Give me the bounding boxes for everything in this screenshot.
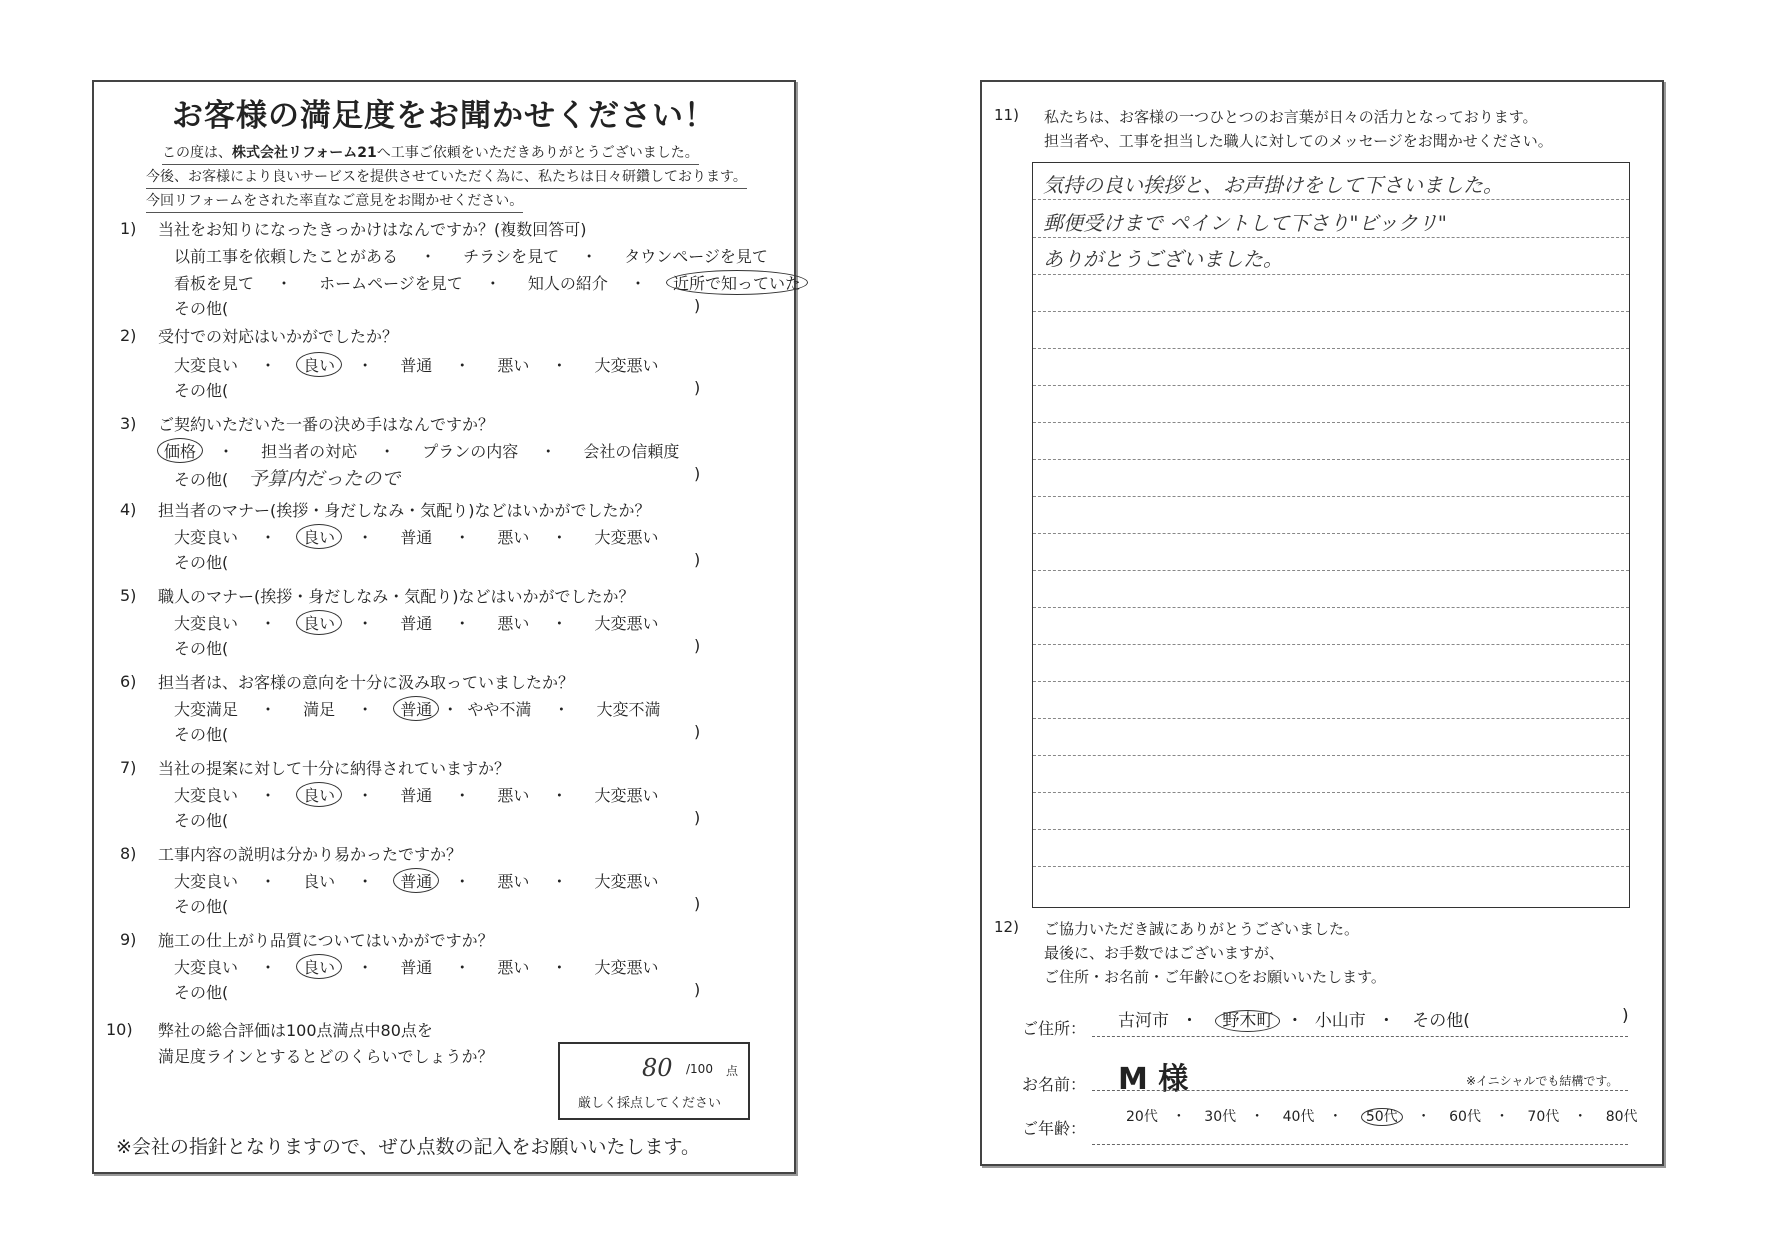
option[interactable]: 悪い: [497, 528, 530, 547]
option-circled[interactable]: 普通: [393, 696, 439, 721]
paren: ): [694, 894, 701, 913]
paren: ): [694, 378, 701, 397]
question-text: 当社をお知りになったきっかけはなんですか？(複数回答可): [158, 220, 587, 239]
other-label: その他(: [174, 725, 229, 744]
age-option[interactable]: 40代: [1282, 1109, 1315, 1125]
question-number: 8): [120, 844, 137, 863]
q8-other: [174, 894, 701, 917]
question-number: 9): [120, 930, 137, 949]
option[interactable]: 普通: [400, 528, 433, 547]
q5-other: [174, 636, 701, 659]
question-number: 1): [120, 219, 137, 238]
age-options: 20代 ・ 30代 ・ 40代 ・ 50代 ・ 60代 ・ 70代 ・ 80代: [1126, 1109, 1638, 1125]
paren: ): [694, 636, 701, 655]
q1-other: [174, 296, 701, 319]
option[interactable]: 大変良い: [174, 356, 239, 375]
option[interactable]: 悪い: [497, 614, 530, 633]
question-text: 施工の仕上がり品質についてはいかがですか？: [158, 931, 494, 950]
option[interactable]: 以前工事を依頼したことがある: [174, 247, 399, 266]
q5-options: 大変良い ・ 良い ・ 普通 ・ 悪い ・ 大変悪い: [174, 610, 659, 635]
age-option[interactable]: 80代: [1605, 1109, 1638, 1125]
option[interactable]: ホームページを見て: [319, 274, 463, 293]
option[interactable]: 担当者の対応: [261, 442, 358, 461]
q6-other: [174, 722, 701, 745]
ruled-line: [1033, 607, 1629, 608]
q3-other: [174, 464, 701, 491]
question-number: 3): [120, 414, 137, 433]
option-circled[interactable]: 良い: [296, 954, 342, 979]
ruled-line: [1033, 681, 1629, 682]
option-circled[interactable]: 良い: [296, 610, 342, 635]
age-option[interactable]: 30代: [1204, 1109, 1237, 1125]
message-box[interactable]: [1032, 162, 1630, 908]
option[interactable]: やや不満: [467, 700, 532, 719]
name-note: ※イニシャルでも結構です。: [1466, 1074, 1619, 1088]
score-unit: 点: [726, 1064, 739, 1078]
address-options: 古河市 ・ 野木町 ・ 小山市 ・ その他(: [1118, 1011, 1470, 1031]
name-line: [1092, 1090, 1628, 1091]
address-option-circled[interactable]: 野木町: [1215, 1010, 1280, 1032]
message-line: 気持の良い挨拶と、お声掛けをして下さいました。: [1043, 173, 1503, 197]
ruled-line: [1033, 755, 1629, 756]
paren: ): [694, 296, 701, 315]
ruled-line: [1033, 644, 1629, 645]
question-number: 4): [120, 500, 137, 519]
ruled-line: [1033, 199, 1629, 200]
question-text: 受付での対応はいかがでしたか？: [158, 327, 399, 346]
intro-line-3: 今回リフォームをされた率直なご意見をお聞かせください。: [146, 190, 523, 213]
option[interactable]: 看板を見て: [174, 274, 255, 293]
other-label: その他(: [174, 811, 229, 830]
ruled-line: [1033, 459, 1629, 460]
question-text: 担当者のマナー(挨拶・身だしなみ・気配り)などはいかがでしたか？: [158, 501, 651, 520]
other-label: その他(: [174, 299, 229, 318]
option[interactable]: 大変満足: [174, 700, 239, 719]
option[interactable]: 普通: [400, 786, 433, 805]
question-text: 担当者は、お客様の意向を十分に汲み取っていましたか？: [158, 673, 575, 692]
option-circled[interactable]: 普通: [393, 868, 439, 893]
option[interactable]: 大変悪い: [594, 528, 659, 547]
q8-options: 大変良い ・ 良い ・ 普通 ・ 悪い ・ 大変悪い: [174, 868, 659, 893]
option[interactable]: 大変良い: [174, 872, 239, 891]
address-line: [1092, 1036, 1628, 1037]
q11-text-2: 担当者や、工事を担当した職人に対してのメッセージをお聞かせください。: [1044, 132, 1553, 150]
option[interactable]: 悪い: [497, 356, 530, 375]
message-line: ありがとうございました。: [1043, 247, 1283, 271]
option[interactable]: 大変悪い: [594, 356, 659, 375]
option[interactable]: 大変悪い: [594, 786, 659, 805]
ruled-line: [1033, 533, 1629, 534]
q3-options: 価格 ・ 担当者の対応 ・ プランの内容 ・ 会社の信頼度: [164, 438, 679, 463]
ruled-line: [1033, 866, 1629, 867]
survey-page-left: [92, 80, 802, 1174]
option[interactable]: 大変良い: [174, 614, 239, 633]
option-circled[interactable]: 良い: [296, 782, 342, 807]
q12-text-3: ご住所・お名前・ご年齢に○をお願いいたします。: [1044, 968, 1386, 986]
intro-line-2: 今後、お客様により良いサービスを提供させていただく為に、私たちは日々研鑽しております。: [146, 166, 747, 189]
option[interactable]: 悪い: [497, 872, 530, 891]
option[interactable]: 大変良い: [174, 786, 239, 805]
question-number: 7): [120, 758, 137, 777]
footnote: ※会社の指針となりますので、ぜひ点数の記入をお願いいたします。: [116, 1136, 701, 1158]
question-text: 弊社の総合評価は100点満点中80点を: [158, 1021, 433, 1040]
option[interactable]: 大変良い: [174, 528, 239, 547]
q1-options-row-1: 以前工事を依頼したことがある ・ チラシを見て ・ タウンページを見て: [174, 244, 768, 267]
q1-options-row-2: 看板を見て ・ ホームページを見て ・ 知人の紹介 ・ 近所で知っていた: [174, 270, 801, 295]
other-label: その他(: [174, 897, 229, 916]
company-name: 株式会社リフォーム21: [232, 145, 377, 161]
q12-text-1: ご協力いただき誠にありがとうございました。: [1044, 920, 1360, 938]
question-text: 満足度ラインとするとどのくらいでしょうか？: [158, 1047, 494, 1066]
question-text: 当社の提案に対して十分に納得されていますか？: [158, 759, 511, 778]
q9-options: 大変良い ・ 良い ・ 普通 ・ 悪い ・ 大変悪い: [174, 954, 659, 979]
age-label: ご年齢：: [1022, 1119, 1087, 1138]
name-label: お名前：: [1022, 1075, 1087, 1094]
q6-options: 大変満足 ・ 満足 ・ 普通 ・ やや不満 ・ 大変不満: [174, 696, 661, 721]
age-option[interactable]: 60代: [1449, 1109, 1481, 1125]
option[interactable]: 悪い: [497, 958, 530, 977]
address-option[interactable]: 小山市: [1314, 1011, 1366, 1031]
ruled-line: [1033, 496, 1629, 497]
q12-number: 12): [994, 918, 1019, 936]
option[interactable]: チラシを見て: [463, 247, 560, 266]
q4-other: [174, 550, 701, 573]
paren: ): [694, 550, 701, 569]
question-number: 2): [120, 326, 137, 345]
paren: ): [694, 722, 701, 741]
ruled-line: [1033, 718, 1629, 719]
intro-line-1: [162, 142, 699, 165]
question-text: 職人のマナー(挨拶・身だしなみ・気配り)などはいかがでしたか？: [158, 587, 635, 606]
message-line: 郵便受けまで ペイントして下さり"ビックリ": [1043, 211, 1447, 235]
option-circled[interactable]: 近所で知っていた: [666, 270, 808, 295]
option[interactable]: プランの内容: [422, 442, 519, 461]
ruled-line: [1033, 829, 1629, 830]
option-circled[interactable]: 良い: [296, 352, 342, 377]
option[interactable]: 悪い: [497, 786, 530, 805]
option-circled[interactable]: 良い: [296, 524, 342, 549]
option[interactable]: 大変良い: [174, 958, 239, 977]
ruled-line: [1033, 792, 1629, 793]
option[interactable]: 普通: [400, 958, 433, 977]
other-label: その他(: [174, 983, 229, 1002]
option[interactable]: 会社の信頼度: [583, 442, 680, 461]
intro-text: へ工事ご依頼をいただきありがとうございました。: [376, 145, 699, 161]
q7-options: 大変良い ・ 良い ・ 普通 ・ 悪い ・ 大変悪い: [174, 782, 659, 807]
paren: ): [694, 808, 701, 827]
option[interactable]: 普通: [400, 614, 433, 633]
option[interactable]: 知人の紹介: [527, 274, 608, 293]
ruled-line: [1033, 422, 1629, 423]
option[interactable]: 大変悪い: [594, 872, 659, 891]
question-text: ご契約いただいた一番の決め手はなんですか？: [158, 415, 495, 434]
option[interactable]: タウンページを見て: [624, 247, 768, 266]
score-value: 80: [642, 1054, 673, 1082]
option[interactable]: 良い: [303, 872, 336, 891]
q9-other: [174, 980, 701, 1003]
other-label: その他(: [174, 639, 229, 658]
question-text: 工事内容の説明は分かり易かったですか？: [158, 845, 463, 864]
option[interactable]: 大変不満: [596, 700, 661, 719]
other-label: その他(: [174, 381, 229, 400]
survey-page-right: [980, 80, 1664, 1166]
q11-number: 11): [994, 106, 1019, 124]
question-number: 5): [120, 586, 137, 605]
other-label: その他(: [174, 470, 229, 489]
ruled-line: [1033, 348, 1629, 349]
q2-options: 大変良い ・ 良い ・ 普通 ・ 悪い ・ 大変悪い: [174, 352, 659, 377]
paren: ): [694, 980, 701, 999]
address-label: ご住所：: [1022, 1019, 1087, 1038]
address-option-other[interactable]: その他(: [1412, 1011, 1470, 1031]
question-number: 10): [106, 1020, 133, 1039]
age-line: [1092, 1144, 1628, 1145]
question-number: 6): [120, 672, 137, 691]
option[interactable]: 普通: [400, 356, 433, 375]
score-max: /100: [686, 1062, 713, 1076]
q7-other: [174, 808, 701, 831]
survey-title: お客様の満足度をお聞かせください！: [172, 98, 716, 134]
score-box[interactable]: [558, 1042, 750, 1120]
address-close-paren: ): [1622, 1006, 1629, 1026]
ruled-line: [1033, 385, 1629, 386]
ruled-line: [1033, 237, 1629, 238]
other-label: その他(: [174, 553, 229, 572]
ruled-line: [1033, 311, 1629, 312]
option[interactable]: 大変悪い: [594, 614, 659, 633]
ruled-line: [1033, 274, 1629, 275]
name-value[interactable]: M 様: [1118, 1062, 1189, 1097]
option[interactable]: 大変悪い: [594, 958, 659, 977]
score-box-note: 厳しく採点してください: [578, 1096, 722, 1111]
age-option[interactable]: 70代: [1527, 1109, 1560, 1125]
paren: ): [694, 464, 701, 483]
handwritten-answer: 予算内だったので: [248, 468, 401, 490]
option-circled[interactable]: 価格: [157, 438, 203, 463]
intro-text: この度は、: [162, 145, 232, 161]
q2-other: [174, 378, 701, 401]
age-option[interactable]: 20代: [1126, 1109, 1158, 1125]
option[interactable]: 満足: [303, 700, 336, 719]
q4-options: 大変良い ・ 良い ・ 普通 ・ 悪い ・ 大変悪い: [174, 524, 659, 549]
age-option-circled[interactable]: 50代: [1361, 1108, 1403, 1126]
q11-text-1: 私たちは、お客様の一つひとつのお言葉が日々の活力となっております。: [1044, 108, 1538, 126]
q12-text-2: 最後に、お手数ではございますが、: [1044, 944, 1285, 962]
address-option[interactable]: 古河市: [1118, 1011, 1169, 1031]
ruled-line: [1033, 570, 1629, 571]
